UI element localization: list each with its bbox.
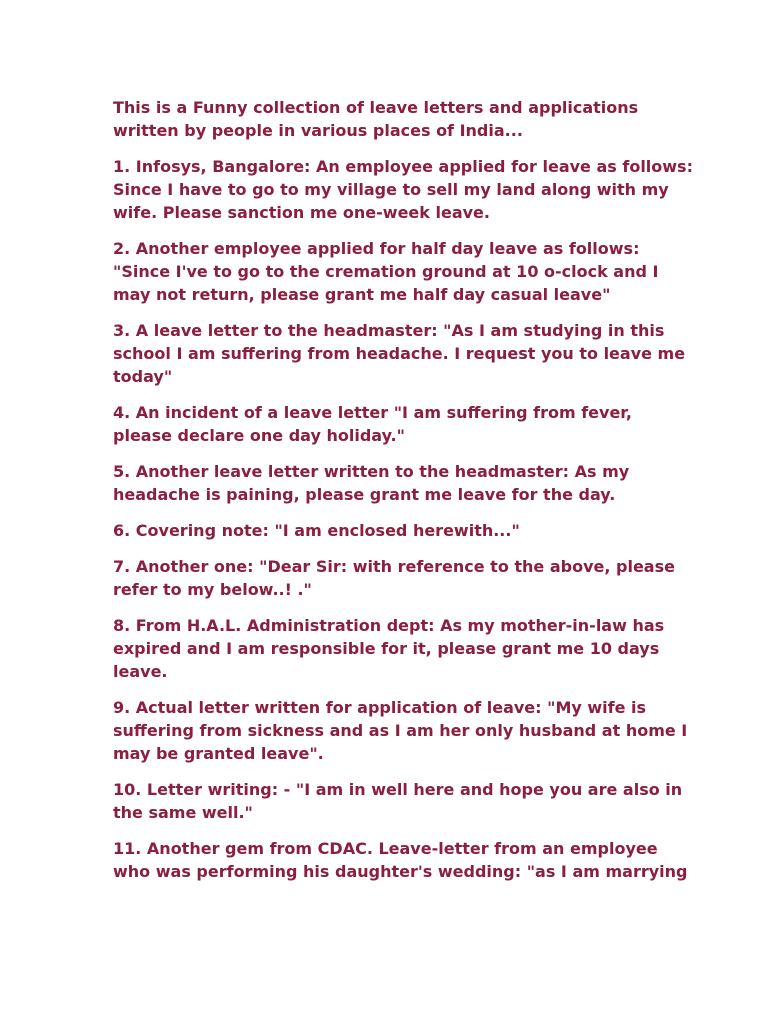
item-line: 7. Another one: "Dear Sir: with reference to the above, please <box>113 557 675 576</box>
item-line: Since I have to go to my village to sell my land along with my <box>113 180 669 199</box>
item-line: "Since I've to go to the cremation ground at 10 o-clock and I <box>113 262 659 281</box>
list-item <box>113 155 693 224</box>
item-line: refer to my below..! ." <box>113 580 312 599</box>
item-line: 4. An incident of a leave letter "I am suffering from fever, <box>113 403 632 422</box>
item-line: 5. Another leave letter written to the headmaster: As my <box>113 462 630 481</box>
item-line: 2. Another employee applied for half day leave as follows: <box>113 239 640 258</box>
list-item <box>113 837 688 883</box>
intro-paragraph <box>113 96 673 142</box>
item-line: wife. Please sanction me one-week leave. <box>113 203 490 222</box>
item-line: 6. Covering note: "I am enclosed herewith..." <box>113 521 520 540</box>
item-line: may be granted leave". <box>113 744 324 763</box>
item-line: expired and I am responsible for it, please grant me 10 days <box>113 639 660 658</box>
item-line: suffering from sickness and as I am her only husband at home I <box>113 721 688 740</box>
list-item <box>113 555 673 601</box>
item-line: may not return, please grant me half day casual leave" <box>113 285 611 304</box>
list-item <box>113 401 673 447</box>
document-page <box>113 96 693 896</box>
item-line: the same well." <box>113 803 253 822</box>
list-item <box>113 778 683 824</box>
list-item <box>113 460 673 506</box>
list-item <box>113 696 688 765</box>
item-line: today" <box>113 367 173 386</box>
intro-line: This is a Funny collection of leave letters and applications <box>113 98 639 117</box>
item-line: 11. Another gem from CDAC. Leave-letter from an employee <box>113 839 658 858</box>
item-line: headache is paining, please grant me leave for the day. <box>113 485 616 504</box>
item-line: school I am suffering from headache. I request you to leave me <box>113 344 686 363</box>
item-line: leave. <box>113 662 168 681</box>
list-item <box>113 614 673 683</box>
item-line: 8. From H.A.L. Administration dept: As my mother-in-law has <box>113 616 665 635</box>
item-line: 1. Infosys, Bangalore: An employee applied for leave as follows: <box>113 157 693 176</box>
intro-line: written by people in various places of India... <box>113 121 523 140</box>
item-line: who was performing his daughter's wedding: "as I am marrying <box>113 862 688 881</box>
list-item <box>113 519 673 542</box>
item-line: 9. Actual letter written for application of leave: "My wife is <box>113 698 647 717</box>
item-line: please declare one day holiday." <box>113 426 405 445</box>
item-line: 10. Letter writing: - "I am in well here and hope you are also in <box>113 780 683 799</box>
item-line: 3. A leave letter to the headmaster: "As I am studying in this <box>113 321 665 340</box>
list-item <box>113 237 673 306</box>
list-item <box>113 319 686 388</box>
